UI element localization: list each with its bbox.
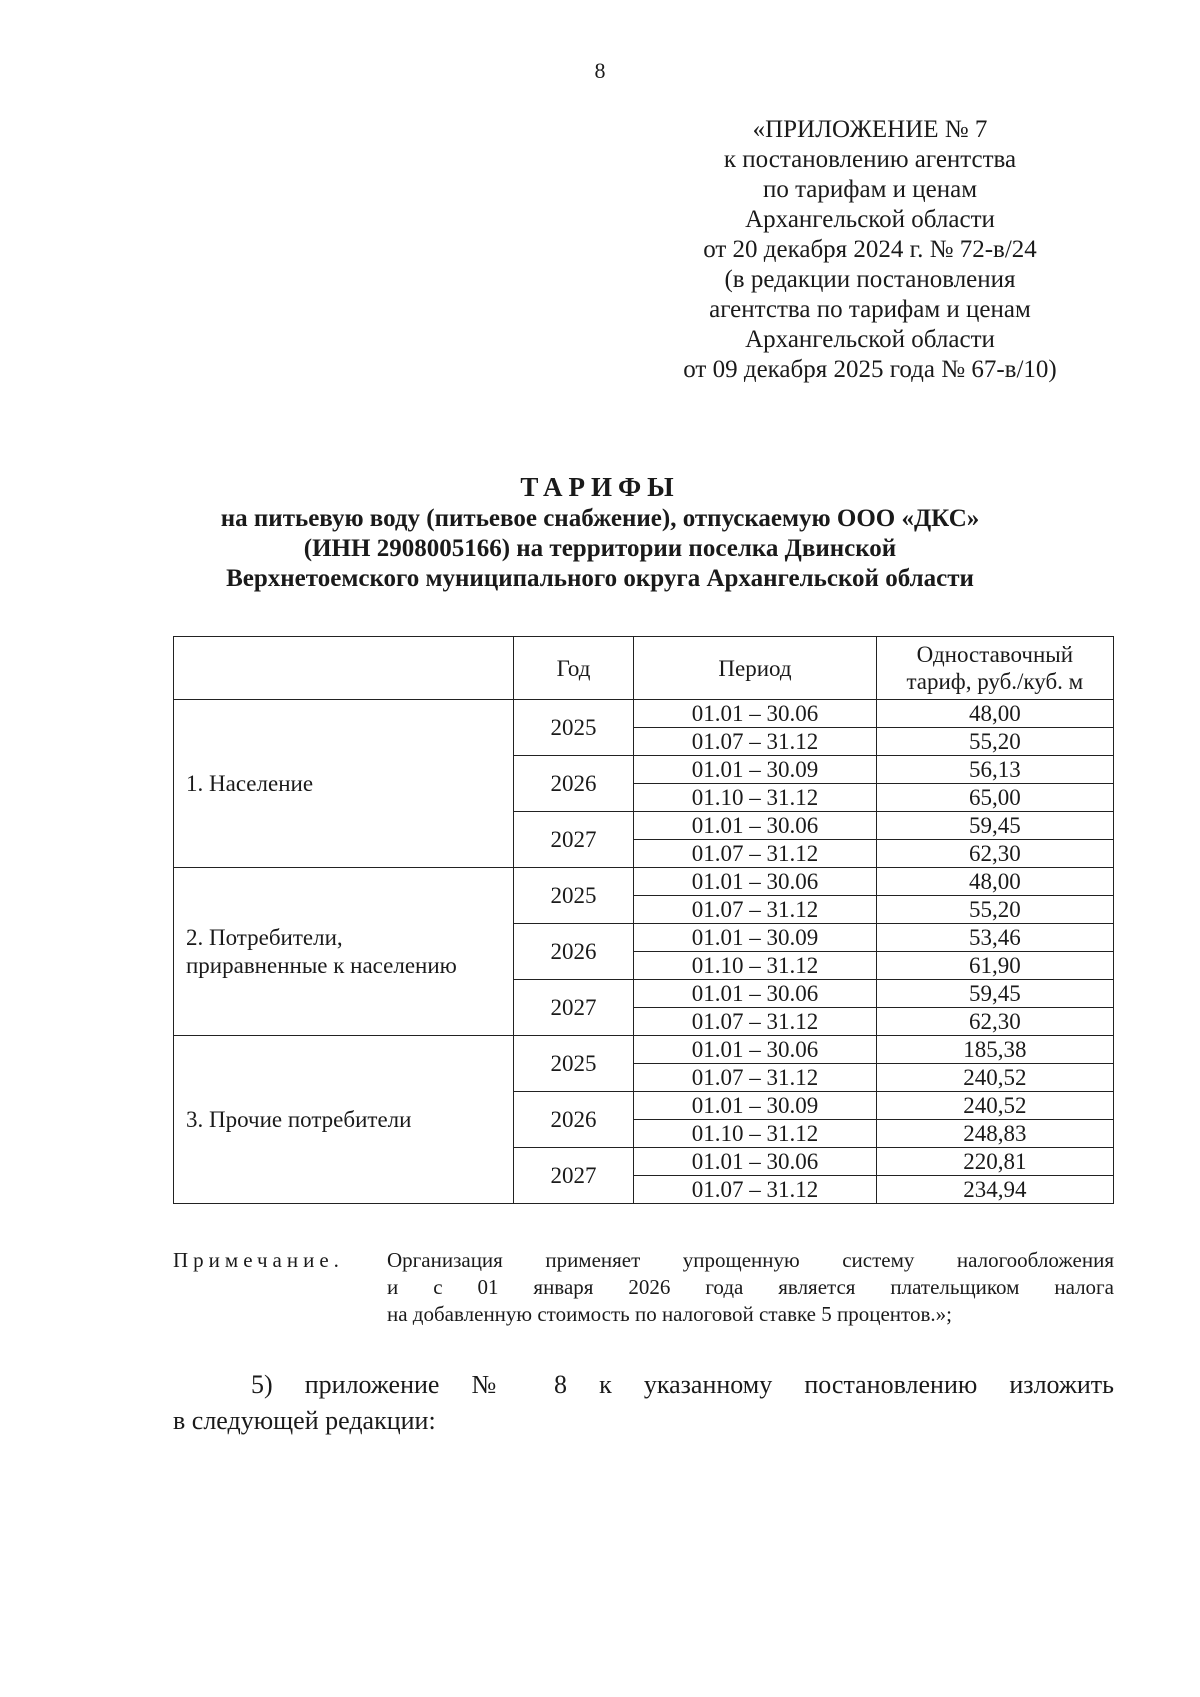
tariff-cell: 248,83	[876, 1120, 1113, 1148]
period-cell: 01.01 – 30.06	[634, 980, 876, 1008]
header-tariff-line2: тариф, руб./куб. м	[906, 669, 1084, 694]
tariff-cell: 240,52	[876, 1064, 1113, 1092]
year-cell: 2026	[513, 1092, 634, 1148]
tariff-cell: 59,45	[876, 980, 1113, 1008]
tariff-cell: 240,52	[876, 1092, 1113, 1120]
period-cell: 01.01 – 30.06	[634, 700, 876, 728]
tariff-cell: 234,94	[876, 1176, 1113, 1204]
appendix-line: по тарифам и ценам	[762, 176, 978, 203]
period-cell: 01.01 – 30.09	[634, 924, 876, 952]
note-line: Организация применяет упрощенную систему налогообложения	[387, 1248, 1114, 1272]
period-cell: 01.01 – 30.06	[634, 868, 876, 896]
period-cell: 01.07 – 31.12	[634, 1008, 876, 1036]
appendix-line: (в редакции постановления	[724, 266, 1016, 293]
table-row	[174, 1036, 1114, 1064]
group-label-line: приравненные к населению	[186, 952, 457, 978]
period-cell: 01.07 – 31.12	[634, 1064, 876, 1092]
period-cell: 01.01 – 30.09	[634, 1092, 876, 1120]
tariff-body	[174, 700, 1114, 1204]
table-row	[174, 868, 1114, 896]
year-cell: 2025	[513, 1036, 634, 1092]
tariff-cell: 220,81	[876, 1148, 1113, 1176]
appendix-line: агентства по тарифам и ценам	[709, 296, 1031, 323]
header-period: Период	[634, 637, 876, 700]
tariff-table	[173, 636, 1114, 1204]
group-label	[174, 868, 514, 1036]
tariff-cell: 62,30	[876, 840, 1113, 868]
group-label	[174, 700, 514, 868]
year-cell: 2027	[513, 812, 634, 868]
header-tariff-line1: Одноставочный	[916, 642, 1074, 667]
year-cell: 2027	[513, 980, 634, 1036]
clause-5	[173, 1367, 1114, 1439]
group-label-line: 2. Потребители,	[186, 924, 343, 950]
period-cell: 01.01 – 30.09	[634, 756, 876, 784]
year-cell: 2026	[513, 756, 634, 812]
title-subtitle-line: (ИНН 2908005166) на территории поселка Двинской	[303, 535, 897, 562]
tariff-cell: 65,00	[876, 784, 1113, 812]
period-cell: 01.07 – 31.12	[634, 840, 876, 868]
period-cell: 01.07 – 31.12	[634, 1176, 876, 1204]
table-row	[174, 700, 1114, 728]
appendix-header	[600, 115, 1140, 385]
note-text	[387, 1247, 1114, 1328]
appendix-line: от 20 декабря 2024 г. № 72-в/24	[703, 236, 1037, 263]
tariff-cell: 185,38	[876, 1036, 1113, 1064]
tariff-cell: 62,30	[876, 1008, 1113, 1036]
header-year: Год	[513, 637, 634, 700]
header-tariff	[876, 637, 1113, 700]
appendix-line: Архангельской области	[745, 326, 995, 353]
appendix-line: от 09 декабря 2025 года № 67-в/10)	[683, 356, 1057, 383]
tariff-cell: 59,45	[876, 812, 1113, 840]
appendix-line: к постановлению агентства	[723, 146, 1017, 173]
year-cell: 2025	[513, 868, 634, 924]
clause-line: в следующей редакции:	[173, 1406, 436, 1435]
period-cell: 01.10 – 31.12	[634, 784, 876, 812]
title-subtitle-line: на питьевую воду (питьевое снабжение), отпускаемую ООО «ДКС»	[220, 505, 980, 532]
period-cell: 01.07 – 31.12	[634, 896, 876, 924]
tariff-cell: 48,00	[876, 700, 1113, 728]
clause-line: 5) приложение № 8 к указанному постановлению изложить	[251, 1370, 1114, 1399]
group-label-line: 3. Прочие потребители	[186, 1106, 412, 1132]
year-cell: 2026	[513, 924, 634, 980]
note-label: Примечание.	[173, 1248, 344, 1272]
group-label-line: 1. Население	[186, 770, 314, 796]
period-cell: 01.01 – 30.06	[634, 1036, 876, 1064]
page-number: 8	[594, 58, 606, 83]
tariff-cell: 61,90	[876, 952, 1113, 980]
period-cell: 01.10 – 31.12	[634, 1120, 876, 1148]
header-group	[174, 637, 514, 700]
appendix-line: «ПРИЛОЖЕНИЕ № 7	[752, 116, 988, 143]
tariff-cell: 53,46	[876, 924, 1113, 952]
period-cell: 01.07 – 31.12	[634, 728, 876, 756]
title-subtitle-line: Верхнетоемского муниципального округа Архангельской области	[226, 565, 974, 592]
tariff-cell: 56,13	[876, 756, 1113, 784]
group-label	[174, 1036, 514, 1204]
title-heading: ТАРИФЫ	[520, 472, 680, 502]
tariff-cell: 48,00	[876, 868, 1113, 896]
tariff-cell: 55,20	[876, 728, 1113, 756]
year-cell: 2025	[513, 700, 634, 756]
period-cell: 01.10 – 31.12	[634, 952, 876, 980]
table-header-row	[174, 637, 1114, 700]
year-cell: 2027	[513, 1148, 634, 1204]
appendix-line: Архангельской области	[745, 206, 995, 233]
note-line: и с 01 января 2026 года является плательщиком налога	[387, 1275, 1114, 1299]
period-cell: 01.01 – 30.06	[634, 812, 876, 840]
period-cell: 01.01 – 30.06	[634, 1148, 876, 1176]
tariff-cell: 55,20	[876, 896, 1113, 924]
document-title	[0, 470, 1200, 594]
note-line: на добавленную стоимость по налоговой ставке 5 процентов.»;	[387, 1302, 952, 1326]
